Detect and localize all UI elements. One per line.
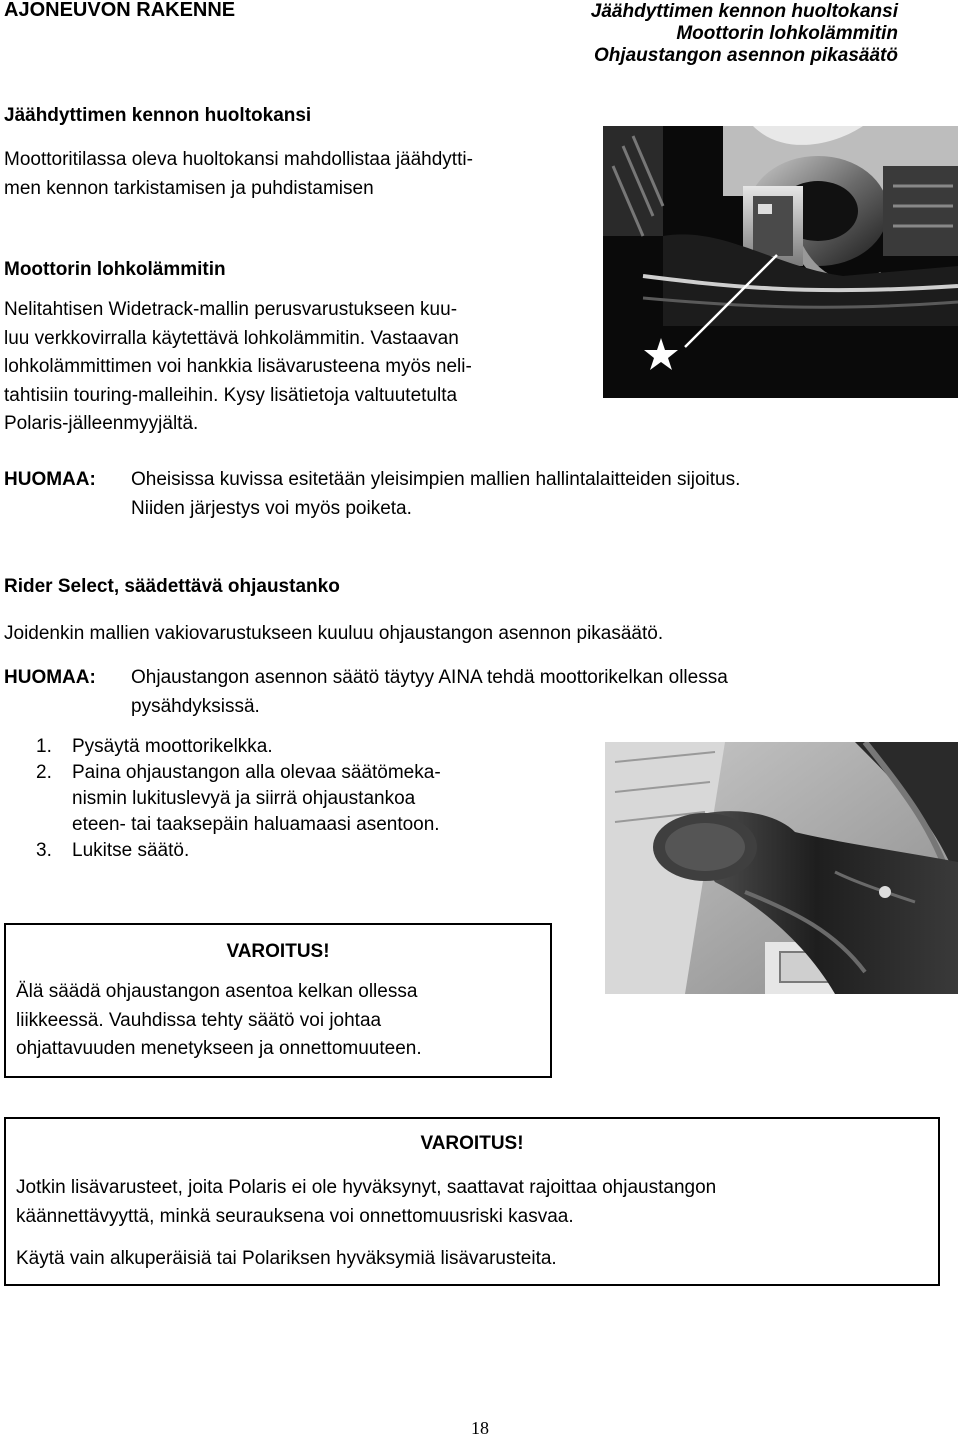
page-number: 18	[471, 1418, 489, 1438]
section-intro-rider-select: Joidenkin mallien vakiovarustukseen kuuluu ohjaustangon asennon pikasäätö.	[4, 623, 664, 644]
handlebar-adjuster-photo	[605, 742, 958, 994]
warning-box-accessories	[4, 1117, 940, 1286]
section-body-radiator-cover	[4, 145, 473, 203]
section-title-radiator-cover: Jäähdyttimen kennon huoltokansi	[4, 105, 312, 126]
warning-title: VAROITUS!	[420, 1133, 524, 1154]
note-line: Ohjaustangon asennon säätö täytyy AINA tehdä moottorikelkan ollessa	[131, 667, 728, 688]
body-line: tahtisiin touring-malleihin. Kysy lisätietoja valtuutetulta	[4, 384, 458, 406]
body-line: men kennon tarkistamisen ja puhdistamisen	[4, 178, 374, 199]
note-line: pysähdyksissä.	[131, 696, 260, 717]
warning-line: liikkeessä. Vauhdissa tehty säätö voi johtaa	[16, 1009, 382, 1031]
section-title-block-heater: Moottorin lohkolämmitin	[4, 259, 226, 280]
step-line: Lukitse säätö.	[72, 840, 190, 861]
note-label: HUOMAA:	[4, 667, 96, 688]
step-line: eteen- tai taaksepäin haluamaasi asentoon.	[72, 814, 440, 835]
warning-text	[16, 1174, 716, 1231]
section-body-block-heater	[4, 296, 472, 439]
warning-title: VAROITUS!	[226, 941, 330, 962]
warning-line: Jotkin lisävarusteet, joita Polaris ei ole hyväksynyt, saattavat rajoittaa ohjaustangon	[16, 1177, 717, 1198]
note-label: HUOMAA:	[4, 469, 96, 490]
note-line: Niiden järjestys voi myös poiketa.	[131, 498, 412, 519]
note-line: Oheisissa kuvissa esitetään yleisimpien mallien hallintalaitteiden sijoitus.	[131, 469, 741, 490]
step-number: 1.	[36, 736, 52, 757]
body-line: Nelitahtisen Widetrack-mallin perusvarustukseen kuu-	[4, 299, 458, 320]
body-line: Polaris-jälleenmyyjältä.	[4, 413, 199, 434]
warning-line: käännettävyyttä, minkä seurauksena voi onnettomuusriski kasvaa.	[16, 1205, 574, 1227]
step-line: Paina ohjaustangon alla olevaa säätömeka-	[72, 762, 441, 783]
engine-compartment-photo	[603, 126, 958, 398]
step-item	[36, 838, 441, 864]
body-line: Moottoritilassa oleva huoltokansi mahdollistaa jäähdytti-	[4, 149, 473, 170]
step-line: nismin lukituslevyä ja siirrä ohjaustankoa	[72, 788, 416, 809]
warning-text	[16, 978, 422, 1064]
handlebar-photo-illustration	[605, 742, 958, 994]
warning-line: ohjattavuuden menetykseen ja onnettomuuteen.	[16, 1038, 422, 1059]
running-header-left: AJONEUVON RAKENNE	[4, 0, 236, 21]
section-title-rider-select: Rider Select, säädettävä ohjaustanko	[4, 576, 340, 597]
note-text	[131, 663, 728, 721]
steps-list	[36, 734, 441, 864]
body-line: lohkolämmittimen voi hankkia lisävarusteena myös neli-	[4, 356, 472, 377]
running-header-right	[591, 1, 898, 67]
step-line: Pysäytä moottorikelkka.	[72, 736, 273, 757]
step-item	[36, 760, 441, 838]
warning-line: Älä säädä ohjaustangon asentoa kelkan ollessa	[16, 981, 418, 1002]
note-text	[131, 465, 740, 523]
engine-photo-illustration	[603, 126, 958, 398]
step-number: 2.	[36, 762, 52, 783]
header-topic-1: Jäähdyttimen kennon huoltokansi	[590, 1, 898, 22]
warning-box-adjust-stationary	[4, 923, 552, 1078]
step-number: 3.	[36, 840, 52, 861]
header-topic-2: Moottorin lohkolämmitin	[676, 23, 898, 44]
warning-last-line: Käytä vain alkuperäisiä tai Polariksen hyväksymiä lisävarusteita.	[16, 1248, 557, 1269]
step-item	[36, 734, 441, 760]
body-line: luu verkkovirralla käytettävä lohkolämmitin. Vastaavan	[4, 327, 459, 349]
header-topic-3: Ohjaustangon asennon pikasäätö	[593, 45, 898, 66]
